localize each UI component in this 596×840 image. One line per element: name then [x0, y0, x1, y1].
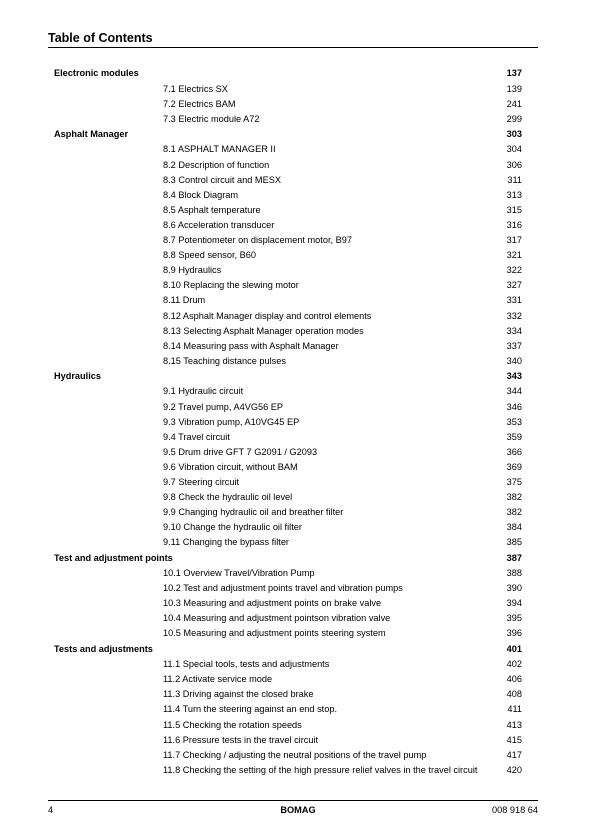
- toc-section[interactable]: [0, 430, 596, 445]
- toc-section-page: 332: [506, 310, 522, 321]
- toc-section[interactable]: [0, 445, 596, 460]
- toc-section[interactable]: [0, 596, 596, 611]
- footer-rule: [48, 800, 538, 801]
- toc-section-page: 315: [506, 204, 522, 215]
- toc-section-page: 382: [506, 507, 522, 518]
- toc-section-title: 9.7 Steering circuit: [163, 477, 240, 488]
- toc-section-title: 11.8 Checking the setting of the high pressure relief valves in the travel circuit: [163, 764, 478, 775]
- toc-section-page: 384: [506, 522, 522, 533]
- toc-section[interactable]: [0, 581, 596, 596]
- toc-section[interactable]: [0, 158, 596, 173]
- toc-section-page: 340: [506, 355, 522, 366]
- toc-section[interactable]: [0, 611, 596, 626]
- toc-section-page: 139: [506, 83, 522, 94]
- toc-section-page: 321: [506, 250, 522, 261]
- toc-section-page: 375: [506, 477, 522, 488]
- toc-section-page: 402: [506, 659, 522, 670]
- toc-section-page: 304: [506, 144, 522, 155]
- toc-section[interactable]: [0, 718, 596, 733]
- toc-section-title: 7.3 Electric module A72: [163, 113, 260, 124]
- toc-section-page: 415: [506, 734, 522, 745]
- toc-section[interactable]: [0, 626, 596, 641]
- toc-section-page: 241: [506, 98, 522, 109]
- toc-chapter-page: 387: [506, 552, 522, 563]
- toc-section-page: 327: [506, 280, 522, 291]
- toc-section-page: 395: [506, 613, 522, 624]
- toc-section-title: 9.2 Travel pump, A4VG56 EP: [163, 401, 284, 412]
- toc-section-page: 344: [506, 386, 522, 397]
- toc-section-title: 9.8 Check the hydraulic oil level: [163, 492, 293, 503]
- toc-section-title: 8.12 Asphalt Manager display and control elements: [163, 310, 372, 321]
- toc-section-title: 7.2 Electrics BAM: [163, 98, 236, 109]
- toc-section-title: 10.1 Overview Travel/Vibration Pump: [163, 568, 315, 579]
- toc-section[interactable]: [0, 339, 596, 354]
- toc-section[interactable]: [0, 263, 596, 278]
- footer-doc-number: 008 918 64: [492, 805, 538, 815]
- toc-section-title: 8.13 Selecting Asphalt Manager operation modes: [163, 325, 364, 336]
- toc-section-page: 346: [506, 401, 522, 412]
- toc-section[interactable]: [0, 672, 596, 687]
- toc-section[interactable]: [0, 566, 596, 581]
- toc-chapter-page: 137: [506, 68, 522, 78]
- toc-section-title: 7.1 Electrics SX: [163, 83, 228, 94]
- toc-section-title: 11.3 Driving against the closed brake: [163, 689, 314, 700]
- toc-section-title: 8.14 Measuring pass with Asphalt Manager: [163, 340, 339, 351]
- toc-section[interactable]: [0, 248, 596, 263]
- toc-section[interactable]: [0, 763, 596, 778]
- toc-section-page: 385: [506, 537, 522, 548]
- toc-section-title: 9.5 Drum drive GFT 7 G2091 / G2093: [163, 446, 318, 457]
- toc-section[interactable]: [0, 490, 596, 505]
- toc-section[interactable]: [0, 733, 596, 748]
- toc-section[interactable]: [0, 112, 596, 127]
- toc-section-title: 11.7 Checking / adjusting the neutral positions of the travel pump: [163, 749, 427, 760]
- toc-chapter[interactable]: [0, 369, 596, 385]
- toc-section[interactable]: [0, 475, 596, 490]
- toc-chapter-title: Electronic modules: [54, 68, 139, 78]
- toc-section-page: 396: [506, 628, 522, 639]
- toc-section-title: 9.3 Vibration pump, A10VG45 EP: [163, 416, 300, 427]
- toc-section[interactable]: [0, 233, 596, 248]
- toc-section-title: 8.10 Replacing the slewing motor: [163, 280, 299, 291]
- toc-section-page: 388: [506, 568, 522, 579]
- toc-chapter-title: Asphalt Manager: [54, 128, 129, 139]
- toc-section[interactable]: [0, 324, 596, 339]
- toc-section[interactable]: [0, 400, 596, 415]
- toc-section-page: 417: [506, 749, 522, 760]
- toc-section[interactable]: [0, 535, 596, 550]
- toc-section-page: 411: [507, 704, 522, 715]
- toc-section[interactable]: [0, 173, 596, 188]
- toc-section-title: 11.6 Pressure tests in the travel circuit: [163, 734, 319, 745]
- table-of-contents: [0, 66, 596, 778]
- toc-section[interactable]: [0, 687, 596, 702]
- toc-section-title: 10.5 Measuring and adjustment points steering system: [163, 628, 386, 639]
- toc-section-title: 10.4 Measuring and adjustment pointson vibration valve: [163, 613, 391, 624]
- toc-section[interactable]: [0, 218, 596, 233]
- toc-chapter[interactable]: [0, 551, 596, 567]
- toc-section-title: 11.4 Turn the steering against an end stop.: [163, 704, 338, 715]
- toc-section-title: 10.2 Test and adjustment points travel and vibration pumps: [163, 583, 403, 594]
- toc-section-title: 11.1 Special tools, tests and adjustments: [163, 659, 330, 670]
- toc-section-page: 331: [506, 295, 522, 306]
- header-rule: [48, 47, 538, 48]
- toc-section-page: 334: [506, 325, 522, 336]
- toc-section-title: 9.9 Changing hydraulic oil and breather filter: [163, 507, 344, 518]
- toc-section-title: 8.8 Speed sensor, B60: [163, 250, 256, 261]
- toc-section[interactable]: [0, 384, 596, 399]
- page-title: Table of Contents: [48, 31, 153, 45]
- toc-section-page: 369: [506, 461, 522, 472]
- toc-section-page: 317: [506, 235, 522, 246]
- toc-section-title: 8.11 Drum: [163, 295, 206, 306]
- toc-section-title: 9.1 Hydraulic circuit: [163, 386, 244, 397]
- toc-section[interactable]: [0, 415, 596, 430]
- toc-chapter-title: Hydraulics: [54, 370, 101, 381]
- toc-section-title: 8.7 Potentiometer on displacement motor, B97: [163, 235, 352, 246]
- toc-section-title: 11.2 Activate service mode: [163, 674, 273, 685]
- toc-chapter[interactable]: [0, 66, 596, 82]
- toc-section-title: 8.9 Hydraulics: [163, 265, 222, 276]
- toc-section-title: 9.11 Changing the bypass filter: [163, 537, 289, 548]
- toc-section-page: 311: [507, 174, 522, 185]
- toc-section[interactable]: [0, 97, 596, 112]
- toc-section[interactable]: [0, 702, 596, 717]
- toc-section[interactable]: [0, 520, 596, 535]
- toc-chapter-page: 343: [506, 370, 522, 381]
- toc-section-title: 9.6 Vibration circuit, without BAM: [163, 461, 298, 472]
- toc-section-page: 299: [506, 113, 522, 124]
- toc-section-title: 11.5 Checking the rotation speeds: [163, 719, 302, 730]
- toc-section-title: 8.2 Description of function: [163, 159, 270, 170]
- toc-section[interactable]: [0, 188, 596, 203]
- toc-section-title: 8.6 Acceleration transducer: [163, 219, 275, 230]
- toc-section-title: 10.3 Measuring and adjustment points on brake valve: [163, 598, 382, 609]
- toc-section-page: 408: [506, 689, 522, 700]
- toc-section-title: 9.4 Travel circuit: [163, 431, 230, 442]
- toc-section[interactable]: [0, 748, 596, 763]
- toc-section-page: 359: [506, 431, 522, 442]
- toc-section-title: 8.5 Asphalt temperature: [163, 204, 261, 215]
- toc-section-title: 8.15 Teaching distance pulses: [163, 355, 286, 366]
- toc-section-title: 8.3 Control circuit and MESX: [163, 174, 281, 185]
- toc-section[interactable]: [0, 309, 596, 324]
- toc-section-page: 337: [506, 340, 522, 351]
- toc-section-page: 353: [506, 416, 522, 427]
- toc-section[interactable]: [0, 505, 596, 520]
- toc-section-page: 306: [506, 159, 522, 170]
- toc-chapter[interactable]: [0, 127, 596, 143]
- toc-section-page: 406: [506, 674, 522, 685]
- toc-section-page: 390: [506, 583, 522, 594]
- toc-section[interactable]: [0, 82, 596, 97]
- footer-brand: BOMAG: [280, 805, 316, 815]
- toc-section-title: 8.4 Block Diagram: [163, 189, 239, 200]
- toc-section-title: 8.1 ASPHALT MANAGER II: [163, 144, 276, 155]
- toc-section-title: 9.10 Change the hydraulic oil filter: [163, 522, 302, 533]
- toc-section-page: 322: [506, 265, 522, 276]
- toc-section[interactable]: [0, 203, 596, 218]
- toc-section-page: 313: [506, 189, 522, 200]
- toc-section[interactable]: [0, 142, 596, 157]
- toc-section-page: 366: [506, 446, 522, 457]
- toc-section-page: 382: [506, 492, 522, 503]
- toc-section[interactable]: [0, 293, 596, 308]
- toc-section-page: 413: [506, 719, 522, 730]
- toc-section-page: 316: [506, 219, 522, 230]
- toc-section[interactable]: [0, 460, 596, 475]
- footer-page-number: 4: [48, 805, 54, 815]
- toc-section-page: 394: [506, 598, 522, 609]
- toc-section[interactable]: [0, 657, 596, 672]
- toc-section-page: 420: [506, 764, 522, 775]
- toc-section[interactable]: [0, 354, 596, 369]
- toc-chapter[interactable]: [0, 642, 596, 658]
- toc-chapter-page: 303: [506, 128, 522, 139]
- toc-chapter-title: Test and adjustment points: [54, 552, 173, 563]
- toc-chapter-title: Tests and adjustments: [54, 643, 153, 654]
- toc-chapter-page: 401: [506, 643, 522, 654]
- toc-section[interactable]: [0, 278, 596, 293]
